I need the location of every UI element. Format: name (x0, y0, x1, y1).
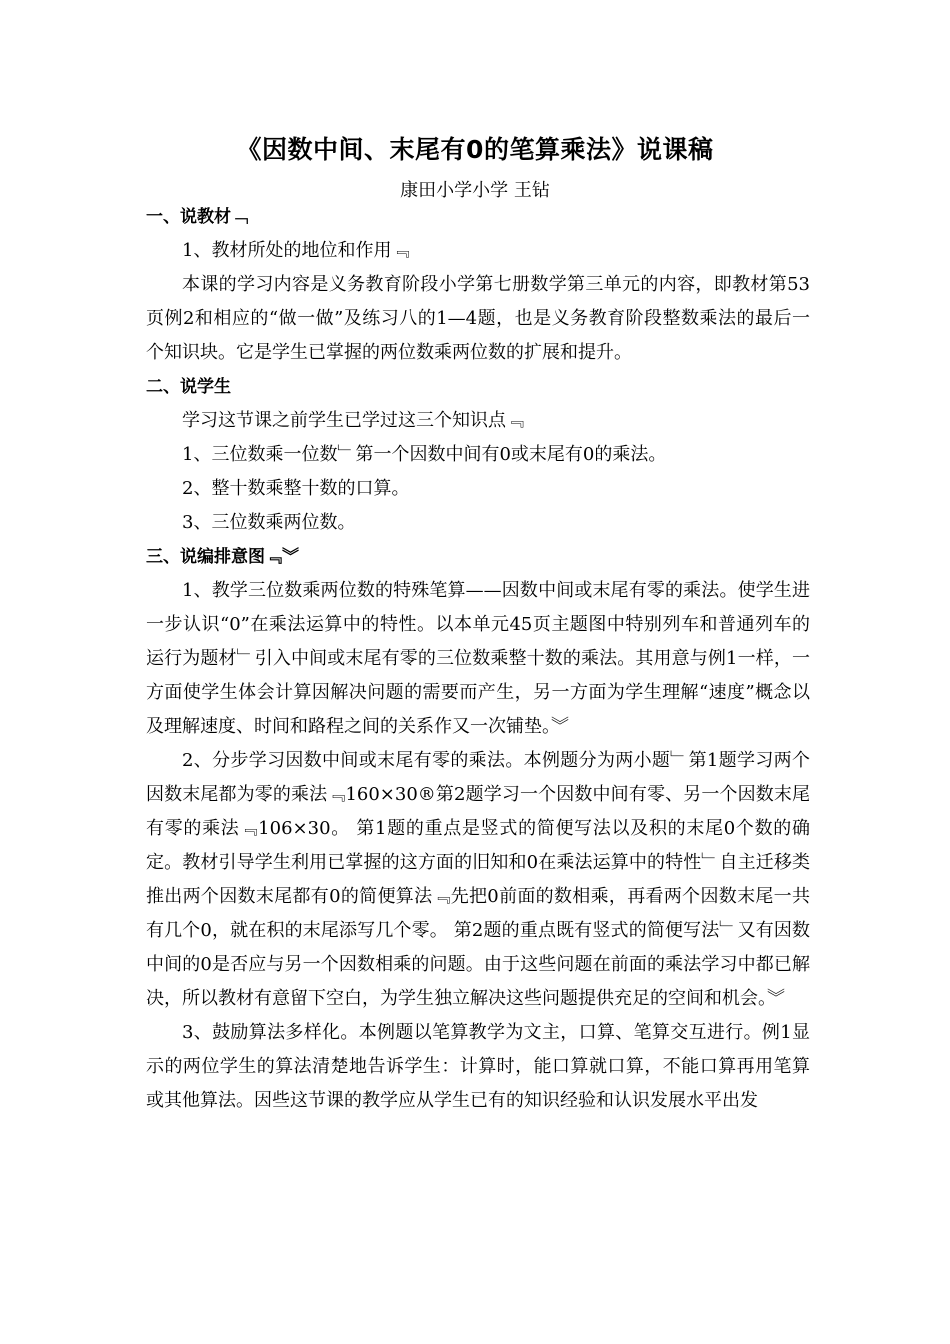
list-item-knowledge-1: 1、三位数乘一位数﹂第一个因数中间有0或末尾有0的乘法。 (182, 444, 667, 465)
subheading-position-role: 1、教材所处的地位和作用﹃ (182, 240, 410, 261)
section-heading-textbook: 一、说教材﹁ (146, 207, 248, 227)
document-body (146, 200, 810, 1118)
list-item-knowledge-2: 2、整十数乘整十数的口算。 (182, 478, 410, 499)
paragraph-prior-knowledge: 学习这节课之前学生已学过这三个知识点﹃ (182, 410, 524, 431)
paragraph-intent-1: 1、教学三位数乘两位数的特殊笔算——因数中间或末尾有零的乘法。使学生进一步认识“0”在乘法运算中的特性。以本单元45页主题图中特别列车和普通列车的运行为题材﹂引入中间或末尾有零的三位数乘整十数的乘法。其用意与例1一样，一方面使学生体会计算因解决问题的需要而产生，另一方面为学生理解“速度”概念以及理解速度、时间和路程之间的关系作又一次铺垫。︾ (146, 580, 810, 737)
section-heading-students: 二、说学生 (146, 377, 231, 397)
section-heading-design-intent: 三、说编排意图﹃︾ (146, 547, 299, 567)
paragraph-intent-3: 3、鼓励算法多样化。本例题以笔算教学为文主，口算、笔算交互进行。例1显示的两位学生的算法清楚地告诉学生：计算时，能口算就口算，不能口算再用笔算或其他算法。因些这节课的教学应从学生已有的知识经验和认识发展水平出发 (146, 1022, 810, 1111)
document-author: 康田小学小学 王钻 (400, 180, 550, 201)
document-title: 《因数中间、末尾有0的笔算乘法》说课稿 (236, 135, 714, 164)
list-item-knowledge-3: 3、三位数乘两位数。 (182, 512, 356, 533)
paragraph-content: 本课的学习内容是义务教育阶段小学第七册数学第三单元的内容，即教材第53页例2和相应的“做一做”及练习八的1—4题，也是义务教育阶段整数乘法的最后一个知识块。它是学生已掌握的两位数乘两位数的扩展和提升。 (146, 274, 810, 363)
paragraph-intent-2: 2、分步学习因数中间或末尾有零的乘法。本例题分为两小题﹂第1题学习两个因数末尾都为零的乘法﹃160×30®第2题学习一个因数中间有零、另一个因数末尾有零的乘法﹃106×30。 第1题的重点是竖式的简便写法以及积的末尾0个数的确定。教材引导学生利用已掌握的这方面的旧知和0在乘法运算中的特性﹂自主迁移类推出两个因数末尾都有0的简便算法﹃先把0前面的数相乘，再看两个因数末尾一共有几个0，就在积的末尾添写几个零。 第2题的重点既有竖式的简便写法﹂又有因数中间的0是否应与另一个因数相乘的问题。由于这些问题在前面的乘法学习中都已解决，所以教材有意留下空白，为学生独立解决这些问题提供充足的空间和机会。︾ (146, 750, 810, 1009)
